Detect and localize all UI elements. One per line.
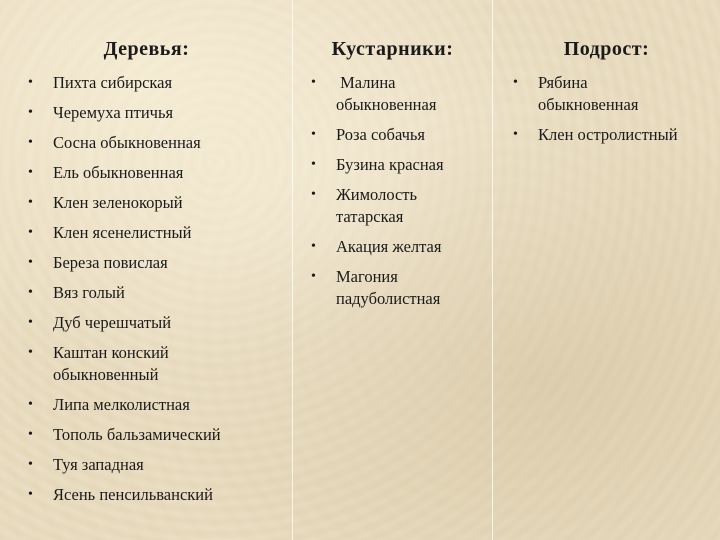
bullet-icon: •	[28, 225, 33, 240]
list-item	[28, 454, 288, 476]
bullet-icon: •	[28, 345, 33, 360]
list-item	[311, 72, 487, 116]
trees-column	[0, 0, 293, 540]
bullet-icon: •	[28, 255, 33, 270]
bullet-icon: •	[311, 157, 316, 172]
list-item-label: Туя западная	[53, 455, 144, 474]
list-item	[311, 236, 487, 258]
list-item	[28, 312, 288, 334]
list-item-label: Клен остролистный	[538, 125, 678, 144]
list-item	[311, 184, 487, 228]
list-item	[28, 424, 288, 446]
bullet-icon: •	[28, 315, 33, 330]
bullet-icon: •	[28, 457, 33, 472]
list-item-label: Клен ясенелистный	[53, 223, 192, 242]
bullet-icon: •	[28, 75, 33, 90]
column-title-undergrowth: Подрост:	[563, 38, 650, 60]
list-item-label: Малина обыкновенная	[336, 73, 437, 114]
bullet-icon: •	[311, 269, 316, 284]
list-item	[28, 72, 288, 94]
list-item-label: Рябина обыкновенная	[538, 73, 639, 114]
list-item	[513, 72, 688, 116]
list-item-label: Ясень пенсильванский	[53, 485, 213, 504]
column-title-trees: Деревья:	[103, 38, 190, 60]
list-item-label: Липа мелколистная	[53, 395, 190, 414]
list-item-label: Акация желтая	[336, 237, 442, 256]
list-item-label: Магония падуболистная	[336, 267, 441, 308]
list-item	[28, 342, 203, 386]
list-item-label: Ель обыкновенная	[53, 163, 184, 182]
shrubs-list	[311, 72, 487, 318]
list-item	[28, 132, 288, 154]
list-item	[28, 282, 288, 304]
trees-list	[28, 72, 288, 514]
list-item	[28, 102, 288, 124]
bullet-icon: •	[28, 195, 33, 210]
column-title-shrubs: Кустарники:	[331, 38, 454, 60]
bullet-icon: •	[28, 285, 33, 300]
list-item	[311, 154, 487, 176]
bullet-icon: •	[311, 239, 316, 254]
bullet-icon: •	[28, 487, 33, 502]
list-item-label: Тополь бальзамический	[53, 425, 221, 444]
bullet-icon: •	[28, 427, 33, 442]
list-item	[28, 484, 288, 506]
bullet-icon: •	[513, 127, 518, 142]
undergrowth-column	[493, 0, 720, 540]
list-item-label: Жимолость татарская	[336, 185, 418, 226]
bullet-icon: •	[311, 127, 316, 142]
list-item	[28, 222, 288, 244]
list-item-label: Сосна обыкновенная	[53, 133, 201, 152]
list-item	[28, 192, 288, 214]
undergrowth-list	[513, 72, 713, 154]
list-item	[311, 124, 487, 146]
list-item-label: Каштан конский обыкновенный	[53, 343, 169, 384]
bullet-icon: •	[28, 397, 33, 412]
list-item-label: Дуб черешчатый	[53, 313, 172, 332]
list-item-label: Вяз голый	[53, 283, 125, 302]
list-item-label: Роза собачья	[336, 125, 426, 144]
bullet-icon: •	[28, 135, 33, 150]
list-item	[28, 252, 288, 274]
bullet-icon: •	[311, 187, 316, 202]
list-item	[513, 124, 688, 146]
list-item-label: Пихта сибирская	[53, 73, 173, 92]
bullet-icon: •	[28, 165, 33, 180]
list-item-label: Бузина красная	[336, 155, 444, 174]
bullet-icon: •	[513, 75, 518, 90]
list-item-label: Черемуха птичья	[53, 103, 174, 122]
list-item	[311, 266, 487, 310]
list-item	[28, 162, 288, 184]
shrubs-column	[293, 0, 492, 540]
list-item-label: Клен зеленокорый	[53, 193, 183, 212]
bullet-icon: •	[28, 105, 33, 120]
list-item	[28, 394, 288, 416]
list-item-label: Береза повислая	[53, 253, 168, 272]
bullet-icon: •	[311, 75, 316, 90]
